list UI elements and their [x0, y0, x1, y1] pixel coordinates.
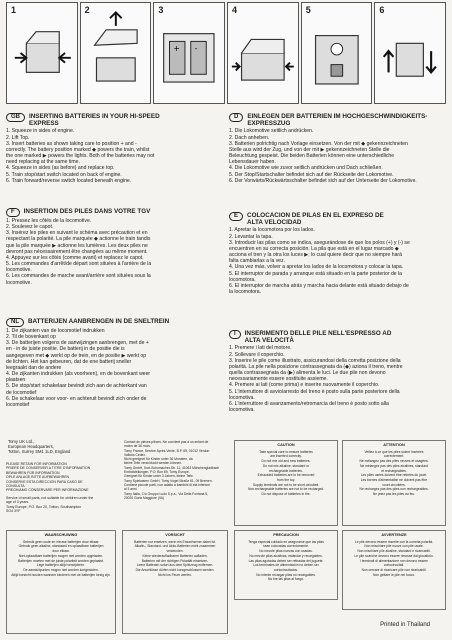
- step-number: 4: [232, 5, 238, 15]
- instruction-line: falta cambiarlas a la vez.: [229, 258, 286, 265]
- retain-line: PLEASE RETAIN FOR INFORMATION: [6, 462, 67, 466]
- address-line: Totton, Surrey SM1 1LD, England: [8, 448, 71, 454]
- instruction-line: respectant la polarité. La pile marquée ◆ actionne le train tandis: [6, 236, 151, 243]
- address-line: European Headquarters,: [8, 443, 54, 449]
- section-title: COLOCACION DE PILAS EN EL EXPRESO DE: [247, 212, 384, 219]
- instruction-line: 5. L'interruttore di avvio/arresto del treno è posto sulla parte posteriore della: [229, 388, 400, 395]
- box-line: Gebruik geen oude en nieuwe batterijen door elkaar.: [22, 539, 100, 544]
- service-line: Tomy Europe, P.O. Box 20, Totton, Southampton: [6, 504, 82, 509]
- step-number: 2: [84, 5, 90, 15]
- instruction-line: 4. Una vez más, volver a apretar los lados de la locomotora y colocar la tapa.: [229, 264, 404, 271]
- box-line: Die Anschlüsse dürfen nicht kurzgeschlossen werden.: [135, 567, 215, 572]
- instruction-line: 4. Squeeze in sides (as before) and replace top.: [6, 165, 115, 172]
- instruction-line: Lebensdauer haben.: [229, 159, 276, 166]
- svg-text:-: -: [194, 44, 198, 54]
- box-line: Do not mix alkaline, standard or: [262, 463, 310, 468]
- instruction-line: need replacing at the same time.: [6, 159, 80, 166]
- box-line: court-circuitées.: [382, 482, 406, 487]
- step-number: 3: [158, 5, 164, 15]
- box-line: Batterien mit der richtigen Polarität einsetzen.: [141, 558, 209, 563]
- svg-text:+: +: [173, 44, 181, 54]
- warning-box-it: [342, 530, 446, 610]
- step-panel-1: [6, 2, 78, 104]
- retain-line: PREGHIAMO CONSERVARE PER INFORMAZIONE: [6, 488, 89, 493]
- box-line: Do not mix old and new batteries.: [261, 459, 311, 464]
- retain-line: PRIERE DE CONSERVER A TITRE D'INFORMATION: [6, 466, 91, 471]
- printed-in-label: Printed in Thailand: [380, 622, 430, 628]
- box-line: from the toy.: [276, 477, 296, 482]
- instruction-line: 1. Squeeze in sides of engine.: [6, 128, 75, 135]
- instruction-line: the one marked ▶ powers the lights. Both of the batteries may not: [6, 153, 155, 160]
- instruction-line: 1. De zijkanten van de locomotief indrukken: [6, 328, 105, 334]
- box-line: Non gettare le pile nel fuoco.: [373, 572, 415, 577]
- step-number: 5: [305, 5, 311, 15]
- instruction-line: 2. Dach anheben.: [229, 134, 270, 141]
- company-address: [8, 440, 118, 454]
- warning-box-gb: [234, 440, 338, 526]
- instruction-line: 1. Die Lokomotive seitlich andrücken.: [229, 128, 314, 135]
- illustration-strip: [6, 2, 446, 104]
- box-line: Non cercare di ricaricare pile non ricaricabili.: [361, 567, 427, 572]
- box-line: cortocircuitati.: [383, 563, 405, 568]
- instruction-line: 2. Sollevare il coperchio.: [229, 351, 285, 358]
- box-line: Niet-oplaadbare batterijen mogen niet worden opgeladen.: [18, 553, 104, 558]
- box-line: No tire las pilas al fuego.: [267, 577, 305, 582]
- warning-box-nl: [6, 530, 116, 634]
- stop-start-switch-illustration: [302, 3, 372, 103]
- box-line: Le pile devono essere inserite con la corretta polarità.: [354, 539, 434, 544]
- replace-top-illustration: [228, 3, 298, 103]
- box-line: Alkalin-, Standard- und Akku-Batterien nicht zusammen: [134, 544, 216, 549]
- language-badge: E: [229, 212, 243, 221]
- warning-box-de: [122, 530, 228, 634]
- box-line: Tenga especial cuidado en asegurarse que las pilas: [248, 539, 324, 544]
- language-badge: NL: [6, 318, 24, 327]
- instruction-line: 1. Apretar la locomotora por los lados.: [229, 227, 315, 234]
- address-line: Nicht geeignet für Kinder unter 36 Monaten, da: [124, 457, 193, 462]
- box-title: PRECAUCION: [273, 533, 299, 537]
- step-panel-2: [80, 2, 152, 104]
- box-line: Le pile scariche devono essere rimosse dal giocattolo.: [354, 553, 434, 558]
- regional-addresses: [124, 440, 228, 500]
- squeeze-engine-illustration: [7, 3, 77, 103]
- box-line: Non mischiare pile nuove con pile usate.: [364, 544, 424, 549]
- instruction-line: 3. De batterijen volgens de aanwijzingen aanbrengen, met de +: [6, 340, 149, 347]
- lift-top-illustration: [81, 3, 151, 103]
- box-line: Batterien nur ersetzen, wenn ein Erwachsener dabei ist.: [134, 539, 216, 544]
- box-line: Ne mélangez pas des piles alcalines, standard: [360, 463, 428, 468]
- box-line: sean colocadas correctamente.: [263, 544, 309, 549]
- address-line: Tomy UK Ltd.,: [8, 439, 35, 444]
- box-line: Keine wiederaufladbaren Batterien aufladen.: [142, 553, 208, 558]
- instruction-line: Stelle aus wird der Zug, und von der mit ▶ gekennzeichneten Stelle die: [229, 146, 390, 153]
- section-title: BATTERIJEN AANBRENGEN IN DE SNELTREIN: [28, 318, 170, 325]
- instruction-line: locomotive.: [6, 279, 32, 286]
- instruction-line: plaatsen: [6, 377, 26, 384]
- instruction-line: locomotiva.: [229, 406, 255, 413]
- address-line: Contact de pièces pièces. Ne convient pas à un enfant de: [124, 440, 209, 444]
- instruction-line: acciona el tren y la otra los luces ▶; lo cual quiere decir que no siempre hará: [229, 252, 402, 259]
- box-line: are inserted correctly.: [270, 454, 302, 459]
- section-title-cont: ALTA VELOCIDAD: [247, 219, 302, 227]
- section-fr: [6, 208, 222, 286]
- box-line: Ne mélangez pas des piles neuves et usagées.: [359, 459, 429, 464]
- instruction-line: 1. Pressez les côtés de la locomotive.: [6, 218, 92, 224]
- box-line: Leere Batterien sofort aus dem Spielzeug entfernen.: [136, 563, 214, 568]
- address-line: moins de 36 mois.: [124, 444, 151, 449]
- instruction-line: 4. Appuyez sur les côtés (comme avant) et replacez le capot.: [6, 254, 144, 261]
- box-line: correctement.: [383, 454, 405, 459]
- instruction-line: que la pile marquée ▶ actionne les lumières. Les deux piles ne: [6, 242, 148, 249]
- box-line: Lege batterijen altijd verwijderen.: [36, 563, 86, 568]
- instruction-line: devront pas nécessairement être changées au même moment.: [6, 248, 148, 255]
- address-line: Valbois Cedex.: [124, 452, 146, 457]
- instruction-line: 5. Les commandes d'arrêt/de départ sont situées à l'arrière de la: [6, 261, 152, 268]
- box-title: ATTENTION: [383, 443, 405, 447]
- box-line: I terminali di alimentazione non devono essere: [360, 558, 428, 563]
- section-title-cont: EXPRESS: [29, 120, 59, 128]
- instruction-line: locomotora.: [229, 276, 256, 283]
- retain-line: BEWAHREN FÜR INFORMATION: [6, 470, 60, 475]
- instruction-line: 5. Der Stop/Startschalter befindet sich auf der Rückseite der Lokomotive.: [229, 171, 394, 178]
- box-line: No intente recargar pilas no recargables.: [256, 572, 316, 577]
- box-line: Les piles usées doivent être retirées du jouet.: [360, 473, 428, 478]
- step-panel-5: [301, 2, 373, 104]
- section-title: INSERTING BATTERIES IN YOUR HI-SPEED: [29, 113, 160, 120]
- instruction-line: locomotiva.: [229, 394, 255, 401]
- step-number: 1: [11, 5, 17, 15]
- section-nl: [6, 318, 222, 408]
- box-line: Do not dispose of batteries in fire.: [261, 492, 311, 497]
- instruction-line: leegraakt dan de andere: [6, 364, 62, 371]
- box-line: Non-rechargeable batteries are not to be recharged.: [247, 487, 325, 492]
- box-title: WAARSCHUWING: [44, 533, 78, 537]
- address-line: Tomy Spielwaren GmbH, Tomy Vogel Straße 61, 09 Bremen.: [124, 478, 213, 483]
- insert-batteries-illustration: [154, 3, 224, 103]
- section-title-cont: EXPRESSZUG: [247, 120, 291, 128]
- instruction-line: 3. Insérez les piles en suivant le schéma avec précaution et en: [6, 230, 148, 237]
- instruction-line: 4. Premere ai lati (come prima) e inserire nuovamente il coperchio.: [229, 382, 380, 389]
- instruction-line: 4. Die Lokomotive wie zuvor seitlich andrücken und Dach schließen.: [229, 165, 383, 172]
- box-line: Exhausted batteries are to be removed: [257, 473, 315, 478]
- box-line: rechargeable batteries.: [269, 468, 303, 473]
- address-line: Tomy France, Service Après-Vente, B.P. 69, 01012 Verdun: [124, 448, 210, 453]
- service-line: SO4 3YF: [6, 509, 21, 514]
- step-panel-4: [227, 2, 299, 104]
- box-line: No mezcle pilas alcalinas, estándar y recargables.: [249, 553, 323, 558]
- address-line: Tomy Italia, C/o Gruppo Ludo S.p.a., Via Della Fontana 5,: [124, 491, 209, 496]
- forward-reverse-switch-illustration: [375, 3, 445, 103]
- retain-line: CONSERVE ESTA DIRECCION PARA CASO DE: [6, 479, 83, 484]
- box-line: Ne jetez pas les piles au feu.: [372, 492, 416, 497]
- address-line: 20020 Gorla Maggiore (VA): [124, 495, 165, 500]
- instruction-line: polarità. La pile nella posizione contrassegnata da (◆) aziona il treno, mentre: [229, 363, 403, 370]
- box-line: cortocircuitados.: [273, 567, 298, 572]
- instruction-line: en - in de juiste positie. De batterij in de positie die is: [6, 346, 125, 353]
- box-title: AVVERTENZE: [381, 533, 407, 537]
- box-line: verwenden.: [166, 549, 184, 554]
- address-line: Contiene piccole parti, non adatto a bambini di età inferiore: [124, 482, 211, 487]
- service-line: age of 3 years.: [6, 500, 30, 505]
- instruction-line: 3. Inserire le pile come illustrato, assicurandosi della corretta posizione della: [229, 357, 401, 364]
- instruction-line: 3. Introducir las pilas como se indica, asegurándose de que los polos (+) y (-) se: [229, 239, 410, 246]
- section-es: [229, 212, 447, 295]
- address-line: Embolstellungen, P.O. Box 69, Tomy Europe.: [124, 470, 190, 475]
- instruction-line: 2. Til de bovenkant op: [6, 334, 56, 341]
- service-line: Service of small parts, not suitable for children under the: [6, 496, 94, 500]
- warning-box-es: [234, 530, 338, 600]
- instruction-line: encuentren en su correcta posición. La pila que está en el lugar marcado ◆: [229, 245, 399, 252]
- instruction-line: aangegeven met ◆ werkt op de trein, en de positie ▶ werkt op: [6, 352, 147, 359]
- retain-line: CONSULTA: [6, 484, 25, 489]
- step-panel-3: [153, 2, 225, 104]
- address-line: Tomy GmbH, Kurt-Schumacher-Str. 11, 41063 Mönchengladbach: [124, 465, 220, 470]
- language-badge: D: [229, 113, 243, 122]
- instruction-line: locomotive.: [6, 267, 32, 274]
- box-line: Ne rechargez pas des piles non rechargeables.: [359, 487, 429, 492]
- section-it: [229, 330, 447, 413]
- instruction-line: 6. L'interruttore di avanzamento/retromarcia del treno è posto sotto alla: [229, 400, 389, 407]
- retain-line: OPLE ANLAGE BITTE AUFBEWAHREN: [6, 475, 70, 480]
- instruction-line: 3. Insert batteries as shown taking care to position + and -: [6, 140, 137, 147]
- instruction-line: 6. Train forward/reverse switch located beneath engine.: [6, 177, 132, 184]
- section-title-cont: ALTA VELOCITÀ: [244, 337, 294, 345]
- instruction-line: de locomotief: [6, 389, 37, 396]
- step-number: 6: [379, 5, 385, 15]
- box-title: CAUTION: [277, 443, 295, 447]
- box-line: Gebruik geen alkaline, standaard en oplaadbare batterijen: [18, 544, 104, 549]
- instruction-line: necessariamente essere sostituite assieme.: [229, 376, 328, 383]
- address-line: ai 3 anni.: [124, 487, 138, 492]
- box-line: Las pilas agotadas deben ser retiradas del juguete.: [248, 558, 324, 563]
- box-line: De aansluitpunten mogen niet worden kortgesloten.: [23, 567, 99, 572]
- box-line: Non mischiare pile alcaline, standard e ricaricabili.: [357, 549, 431, 554]
- box-line: et rechargeables.: [381, 468, 407, 473]
- section-title: INSERIMENTO DELLE PILE NELL'ESPRESSO AD: [244, 330, 392, 337]
- service-notice: [6, 496, 118, 514]
- instruction-line: correctly. The battery position marked ◆ powers the train, whilst: [6, 146, 150, 153]
- retain-notice: [6, 462, 118, 493]
- box-line: Les bornes d'alimentation ne doivent pas être: [360, 477, 428, 482]
- instruction-line: 6. Les commandes de marche avant/arrière sont situées sous la: [6, 273, 151, 280]
- warning-box-fr: [342, 440, 446, 526]
- language-badge: I: [229, 330, 241, 339]
- instruction-line: locomotief: [6, 401, 30, 408]
- instruction-line: 5. De stop/start schakelaar bevindt zich aan de achterkant van: [6, 383, 147, 390]
- address-line: Geeignet für Kinder unter 3 Jahren, kleine Teile.: [124, 474, 194, 479]
- section-de: [229, 113, 447, 184]
- box-line: Batterijen moeten met de juiste polariteit worden geplaatst.: [18, 558, 104, 563]
- box-line: door elkaar.: [52, 549, 70, 554]
- section-title: INSERTION DES PILES DANS VOTRE TGV: [23, 208, 151, 215]
- box-line: Nicht ins Feuer werfen.: [158, 572, 192, 577]
- instruction-line: 2. Soulevez le capot.: [6, 224, 54, 231]
- language-badge: GB: [6, 113, 25, 122]
- instruction-line: 6. Der Vorwärts/Rückwärtsschalter befindet sich auf der Unterseite der Lokomotive.: [229, 177, 417, 184]
- address-line: kleine Teile verschluckt werden können.: [124, 461, 183, 466]
- instruction-line: 6. De schakelaar voor voor- en achteruit bevindt zich onder de: [6, 395, 147, 402]
- instruction-line: quella contrassegnata da (▶) alimenta le luci. Le due pile non devono: [229, 370, 386, 377]
- instruction-line: 2. Levantar la tapa.: [229, 233, 273, 240]
- box-line: Altijd toezicht houden wanneer kinderen met de batterijen bezig zijn.: [11, 572, 111, 577]
- section-title: EINLEGEN DER BATTERIEN IM HOCHGESCHWINDIGKEITS-: [247, 113, 428, 120]
- instruction-line: 6. El interruptor de marcha atrás y marcha hacia delante está situado debajo de: [229, 282, 409, 289]
- instruction-line: 3. Batterien polrichtig nach Vorlage einsetzen. Von der mit ◆ gekennzeichneten: [229, 140, 408, 147]
- section-gb: [6, 113, 222, 184]
- instruction-line: 2. Lift Top.: [6, 134, 30, 141]
- box-line: Supply terminals are not to be short-circuited.: [252, 482, 320, 487]
- instruction-line: de lichten. Het kan gebeuren, dat de ene batterij sneller: [6, 358, 132, 365]
- language-badge: F: [6, 208, 20, 217]
- box-line: No mezcle pilas nuevas con usadas.: [259, 549, 313, 554]
- instruction-line: 5. El interruptor de parada y arranque está situado en la parte posterior de la: [229, 270, 403, 277]
- box-line: Los terminales de alimentación no deben ser: [253, 563, 319, 568]
- instruction-line: 4. De zijkanten indrukken (als voorheen), en de bovenkant weer: [6, 371, 151, 378]
- instruction-line: la locomotora.: [229, 288, 261, 295]
- step-panel-6: [374, 2, 446, 104]
- box-line: Take special care to ensure batteries: [259, 449, 313, 454]
- box-line: Veillez à ce que les piles soient insérées: [364, 449, 424, 454]
- instruction-line: Beleuchtung gespeist. Die beiden Batterien können eine unterschiedliche: [229, 153, 395, 160]
- instruction-line: 5. Train stop/start switch located on back of engine.: [6, 171, 122, 178]
- box-title: VORSICHT: [165, 533, 185, 537]
- instruction-line: 1. Premere i lati del motore.: [229, 345, 292, 352]
